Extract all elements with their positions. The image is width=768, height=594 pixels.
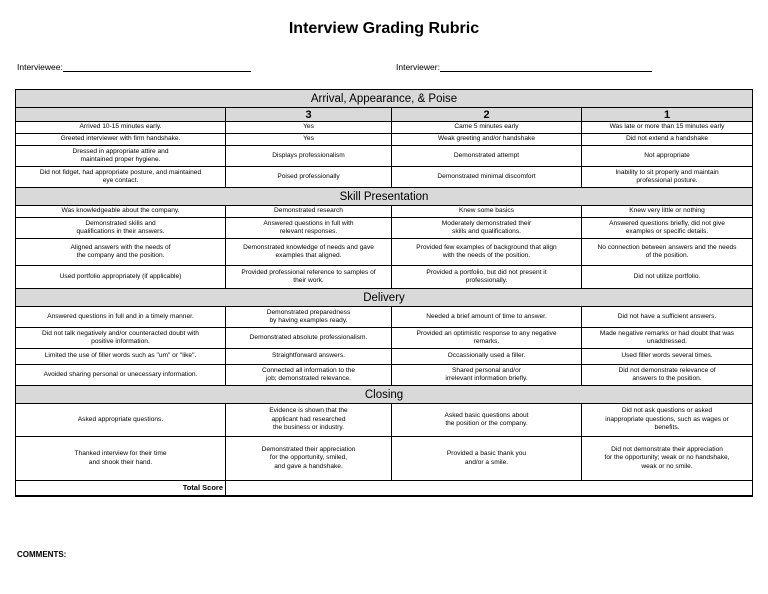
descriptor-cell[interactable]: Demonstrated knowledge of needs and gave examples that aligned. bbox=[226, 239, 392, 266]
descriptor-cell[interactable]: Did not extend a handshake bbox=[582, 134, 753, 146]
score-header: 1 bbox=[582, 108, 753, 122]
descriptor-cell[interactable]: Did not demonstrate their appreciation for the opportunity; weak or no handshake, weak or no smile. bbox=[582, 437, 753, 481]
section-title: Closing bbox=[16, 386, 753, 404]
criterion-cell: Did not talk negatively and/or counteracted doubt with positive information. bbox=[16, 328, 226, 349]
table-row bbox=[16, 134, 753, 146]
descriptor-cell[interactable]: Demonstrated attempt bbox=[392, 146, 582, 167]
section-header bbox=[16, 188, 753, 206]
descriptor-cell[interactable]: Knew very little or nothing bbox=[582, 206, 753, 218]
descriptor-cell[interactable]: Poised professionally bbox=[226, 167, 392, 188]
table-row bbox=[16, 365, 753, 386]
criterion-cell: Thanked interview for their time and shook their hand. bbox=[16, 437, 226, 481]
score-header bbox=[16, 108, 226, 122]
table-row bbox=[16, 146, 753, 167]
descriptor-cell[interactable]: Inability to sit properly and maintain professional posture. bbox=[582, 167, 753, 188]
interviewee-field[interactable] bbox=[17, 62, 251, 72]
total-score-label: Total Score bbox=[16, 481, 226, 496]
score-header: 2 bbox=[392, 108, 582, 122]
criterion-cell: Answered questions in full and in a timely manner. bbox=[16, 307, 226, 328]
descriptor-cell[interactable]: Yes bbox=[226, 134, 392, 146]
score-header-row bbox=[16, 108, 753, 122]
descriptor-cell[interactable]: Came 5 minutes early bbox=[392, 122, 582, 134]
descriptor-cell[interactable]: Provided a basic thank you and/or a smile. bbox=[392, 437, 582, 481]
descriptor-cell[interactable]: Did not utilize portfolio. bbox=[582, 266, 753, 289]
descriptor-cell[interactable]: Answered questions in full with relevant responses. bbox=[226, 218, 392, 239]
descriptor-cell[interactable]: Made negative remarks or had doubt that was unaddressed. bbox=[582, 328, 753, 349]
descriptor-cell[interactable]: No connection between answers and the needs of the position. bbox=[582, 239, 753, 266]
score-header: 3 bbox=[226, 108, 392, 122]
page-title: Interview Grading Rubric bbox=[288, 20, 480, 37]
descriptor-cell[interactable]: Did not demonstrate relevance of answers to the position. bbox=[582, 365, 753, 386]
descriptor-cell[interactable]: Was late or more than 15 minutes early bbox=[582, 122, 753, 134]
descriptor-cell[interactable]: Knew some basics bbox=[392, 206, 582, 218]
descriptor-cell[interactable]: Demonstrated research bbox=[226, 206, 392, 218]
criterion-cell: Demonstrated skills and qualifications in their answers. bbox=[16, 218, 226, 239]
section-title: Delivery bbox=[16, 289, 753, 307]
criterion-cell: Used portfolio appropriately (if applicable) bbox=[16, 266, 226, 289]
descriptor-cell[interactable]: Yes bbox=[226, 122, 392, 134]
criterion-cell: Was knowledgeable about the company. bbox=[16, 206, 226, 218]
table-row bbox=[16, 307, 753, 328]
descriptor-cell[interactable]: Shared personal and/or irrelevant information briefly. bbox=[392, 365, 582, 386]
table-row bbox=[16, 266, 753, 289]
descriptor-cell[interactable]: Demonstrated absolute professionalism. bbox=[226, 328, 392, 349]
descriptor-cell[interactable]: Moderately demonstrated their skills and qualifications. bbox=[392, 218, 582, 239]
descriptor-cell[interactable]: Demonstrated their appreciation for the opportunity, smiled, and gave a handshake. bbox=[226, 437, 392, 481]
descriptor-cell[interactable]: Did not have a sufficient answers. bbox=[582, 307, 753, 328]
interviewer-field[interactable] bbox=[396, 62, 652, 72]
table-row bbox=[16, 349, 753, 365]
descriptor-cell[interactable]: Demonstrated preparedness by having examples ready. bbox=[226, 307, 392, 328]
interviewee-label: Interviewee: bbox=[17, 62, 63, 72]
section-title: Skill Presentation bbox=[16, 188, 753, 206]
descriptor-cell[interactable]: Answered questions briefly, did not give examples or specific details. bbox=[582, 218, 753, 239]
descriptor-cell[interactable]: Asked basic questions about the position or the company. bbox=[392, 404, 582, 437]
interviewer-label: Interviewer: bbox=[396, 62, 440, 72]
table-row bbox=[16, 239, 753, 266]
descriptor-cell[interactable]: Connected all information to the job; demonstrated relevance. bbox=[226, 365, 392, 386]
total-score-row bbox=[16, 481, 753, 496]
interviewer-line[interactable] bbox=[440, 62, 652, 72]
criterion-cell: Limited the use of filler words such as "um" or "like". bbox=[16, 349, 226, 365]
table-row bbox=[16, 167, 753, 188]
descriptor-cell[interactable]: Evidence is shown that the applicant had researched the business or industry. bbox=[226, 404, 392, 437]
table-row bbox=[16, 122, 753, 134]
descriptor-cell[interactable]: Did not ask questions or asked inappropriate questions, such as wages or benefits. bbox=[582, 404, 753, 437]
descriptor-cell[interactable]: Not appropriate bbox=[582, 146, 753, 167]
descriptor-cell[interactable]: Provided professional reference to samples of their work. bbox=[226, 266, 392, 289]
criterion-cell: Dressed in appropriate attire and maintained proper hygiene. bbox=[16, 146, 226, 167]
descriptor-cell[interactable]: Straightforward answers. bbox=[226, 349, 392, 365]
comments-label: COMMENTS: bbox=[17, 550, 67, 559]
descriptor-cell[interactable]: Displays professionalism bbox=[226, 146, 392, 167]
section-header bbox=[16, 386, 753, 404]
criterion-cell: Arrived 10-15 minutes early. bbox=[16, 122, 226, 134]
criterion-cell: Did not fidget, had appropriate posture, and maintained eye contact. bbox=[16, 167, 226, 188]
descriptor-cell[interactable]: Provided a portfolio, but did not present it professionally. bbox=[392, 266, 582, 289]
section-header bbox=[16, 90, 753, 108]
section-header bbox=[16, 289, 753, 307]
descriptor-cell[interactable]: Provided an optimistic response to any negative remarks. bbox=[392, 328, 582, 349]
table-row bbox=[16, 206, 753, 218]
table-row bbox=[16, 218, 753, 239]
interviewee-line[interactable] bbox=[63, 62, 251, 72]
descriptor-cell[interactable]: Occassionally used a filler. bbox=[392, 349, 582, 365]
descriptor-cell[interactable]: Provided few examples of background that align with the needs of the position. bbox=[392, 239, 582, 266]
section-title: Arrival, Appearance, & Poise bbox=[16, 90, 753, 108]
criterion-cell: Greeted interviewer with firm handshake. bbox=[16, 134, 226, 146]
total-score-value[interactable] bbox=[226, 481, 753, 496]
descriptor-cell[interactable]: Weak greeting and/or handshake bbox=[392, 134, 582, 146]
rubric-table bbox=[15, 89, 753, 497]
table-row bbox=[16, 328, 753, 349]
criterion-cell: Avoided sharing personal or unecessary information. bbox=[16, 365, 226, 386]
table-row bbox=[16, 437, 753, 481]
descriptor-cell[interactable]: Demonstrated minimal discomfort bbox=[392, 167, 582, 188]
descriptor-cell[interactable]: Needed a brief amount of time to answer. bbox=[392, 307, 582, 328]
criterion-cell: Aligned answers with the needs of the company and the position. bbox=[16, 239, 226, 266]
criterion-cell: Asked appropriate questions. bbox=[16, 404, 226, 437]
table-row bbox=[16, 404, 753, 437]
descriptor-cell[interactable]: Used filler words several times. bbox=[582, 349, 753, 365]
